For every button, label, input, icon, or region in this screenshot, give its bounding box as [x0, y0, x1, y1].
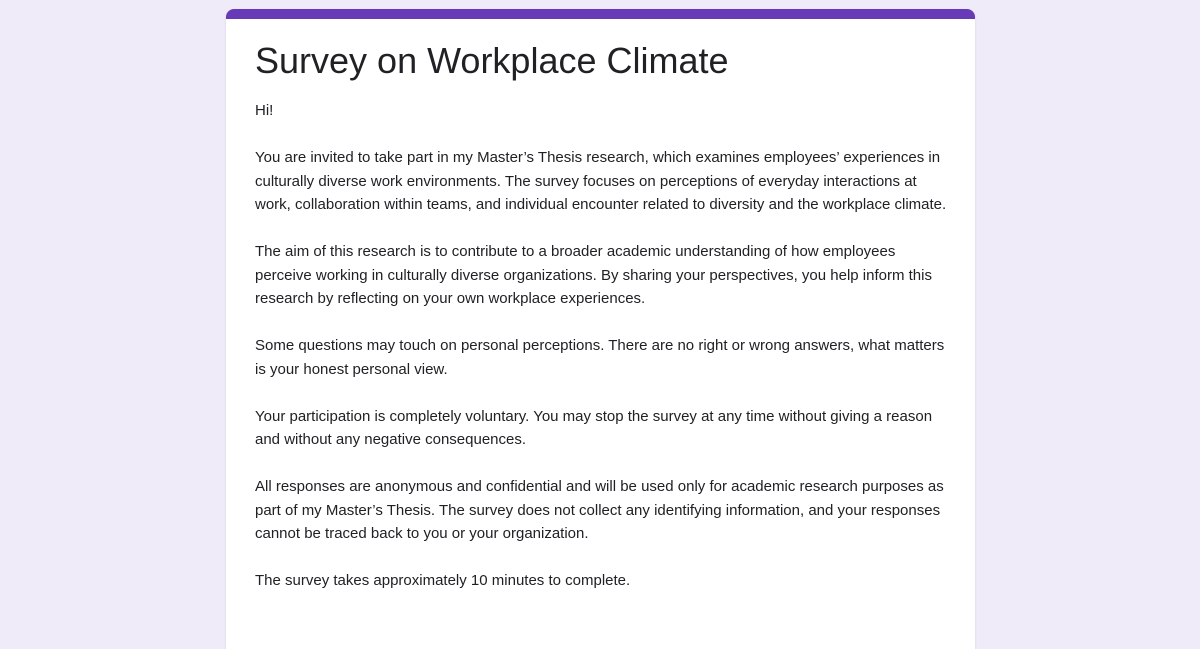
form-description	[255, 99, 955, 593]
form-title: Survey on Workplace Climate	[255, 40, 729, 81]
description-paragraph-anonymity: All responses are anonymous and confidential and will be used only for academic research purposes as part of my Master’s Thesis. The survey does not collect any identifying information, and your responses cannot be traced back to you or your organization.	[255, 478, 944, 542]
form-header-card	[226, 9, 975, 649]
form-header-content	[255, 39, 955, 616]
description-paragraph-voluntary: Your participation is completely voluntary. You may stop the survey at any time without giving a reason and without any negative consequences.	[255, 407, 933, 448]
form-accent-bar	[226, 9, 975, 19]
description-paragraph-questions: Some questions may touch on personal perceptions. There are no right or wrong answers, what matters is your honest personal view.	[255, 337, 945, 378]
description-paragraph-aim: The aim of this research is to contribute to a broader academic understanding of how employees perceive working in culturally diverse organizations. By sharing your perspectives, you help inform this research by reflecting on your own workplace experiences.	[255, 243, 932, 307]
description-paragraph-invitation: You are invited to take part in my Master’s Thesis research, which examines employees’ experiences in culturally diverse work environments. The survey focuses on perceptions of everyday interactions at work, collaboration within teams, and individual encounter related to diversity and the workplace climate.	[255, 149, 947, 213]
description-greeting: Hi!	[255, 102, 274, 119]
description-paragraph-duration: The survey takes approximately 10 minutes to complete.	[255, 572, 631, 589]
